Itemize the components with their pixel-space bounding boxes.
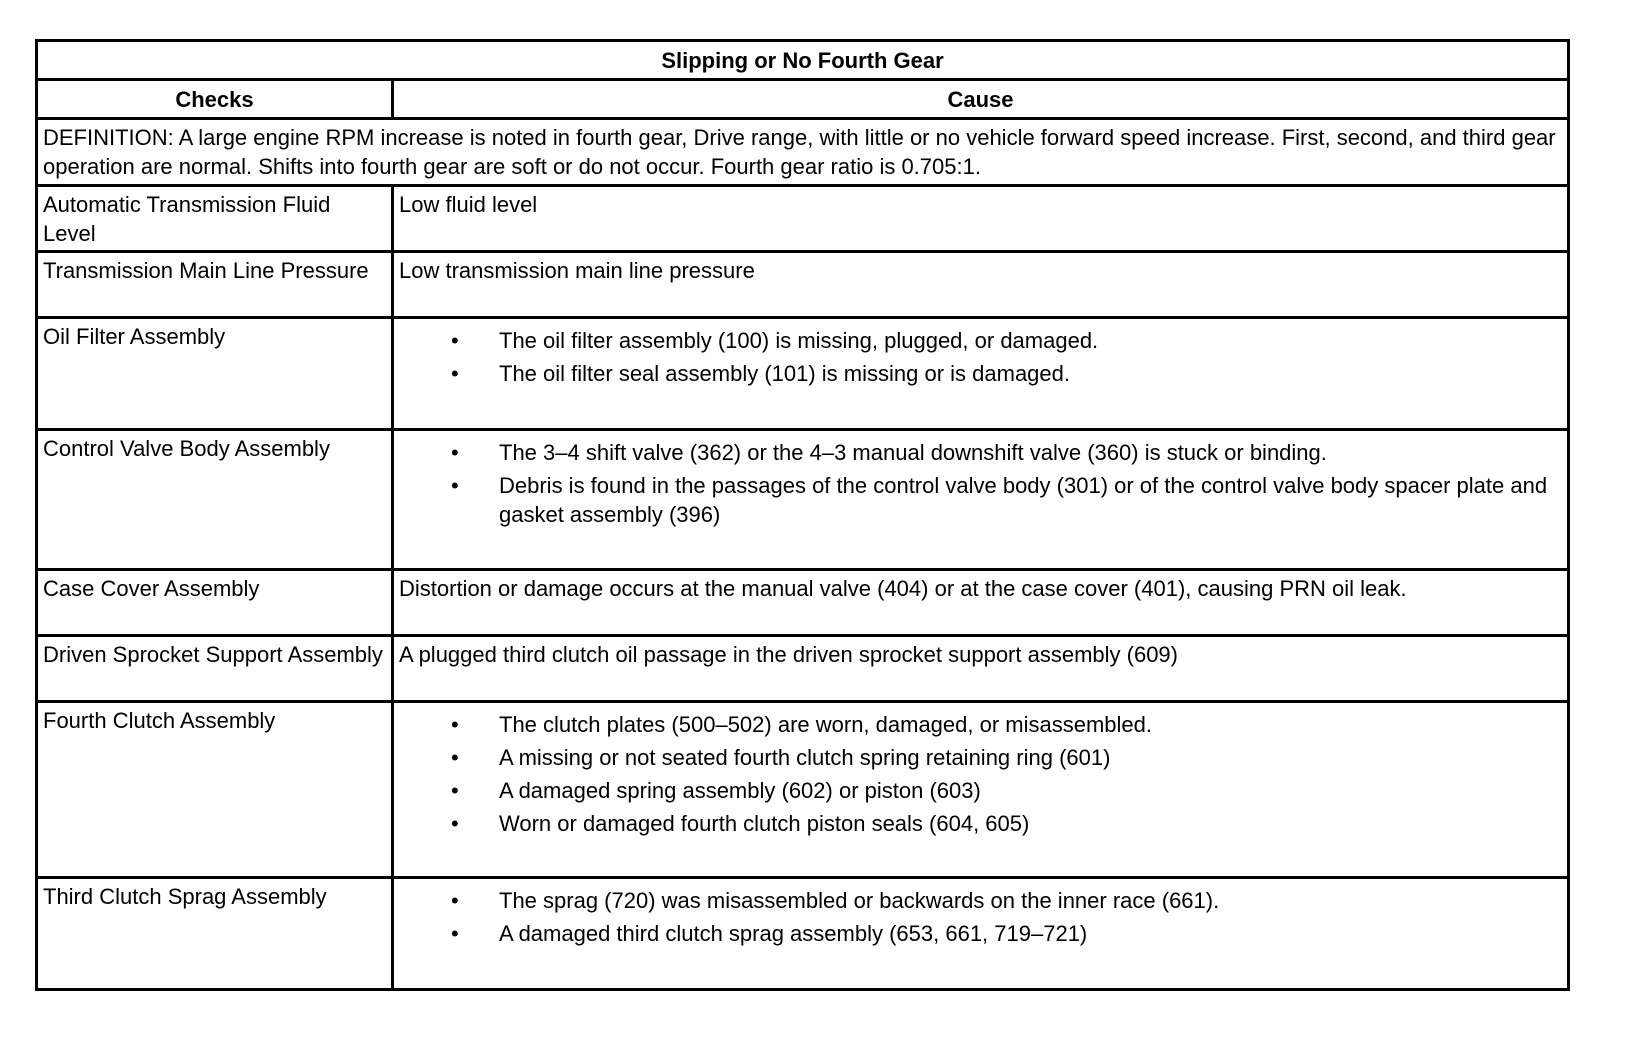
cause-cell xyxy=(393,430,1569,570)
list-item-text: The oil filter seal assembly (101) is missing or is damaged. xyxy=(499,361,1071,386)
list-item xyxy=(399,919,1562,948)
list-item-text: A damaged third clutch sprag assembly (653, 661, 719–721) xyxy=(499,921,1088,946)
bullet-icon: • xyxy=(451,440,459,465)
bullet-icon: • xyxy=(451,745,459,770)
bullet-icon: • xyxy=(451,473,459,498)
list-item-text: The oil filter assembly (100) is missing, plugged, or damaged. xyxy=(499,328,1099,353)
cause-header: Cause xyxy=(393,80,1569,119)
list-item xyxy=(399,438,1562,467)
table-row xyxy=(37,878,1569,990)
list-item xyxy=(399,743,1562,772)
check-cell: Transmission Main Line Pressure xyxy=(37,252,393,318)
definition-row xyxy=(37,119,1569,186)
list-item-text: The sprag (720) was misassembled or backwards on the inner race (661). xyxy=(499,888,1220,913)
table-row xyxy=(37,702,1569,878)
cause-cell xyxy=(393,878,1569,990)
bullet-icon: • xyxy=(451,712,459,737)
title-row xyxy=(37,41,1569,80)
diagnostic-table xyxy=(35,39,1570,991)
bullet-icon: • xyxy=(451,888,459,913)
list-item-text: The clutch plates (500–502) are worn, damaged, or misassembled. xyxy=(499,712,1153,737)
list-item xyxy=(399,809,1562,838)
list-item-text: The 3–4 shift valve (362) or the 4–3 manual downshift valve (360) is stuck or binding. xyxy=(499,440,1327,465)
table-row xyxy=(37,186,1569,252)
checks-header: Checks xyxy=(37,80,393,119)
check-cell: Automatic Transmission Fluid Level xyxy=(37,186,393,252)
check-cell: Third Clutch Sprag Assembly xyxy=(37,878,393,990)
list-item xyxy=(399,710,1562,739)
cause-list xyxy=(399,710,1562,838)
cause-list xyxy=(399,326,1562,388)
table-row xyxy=(37,252,1569,318)
bullet-icon: • xyxy=(451,328,459,353)
check-cell: Driven Sprocket Support Assembly xyxy=(37,636,393,702)
check-cell: Control Valve Body Assembly xyxy=(37,430,393,570)
cause-cell: A plugged third clutch oil passage in the driven sprocket support assembly (609) xyxy=(393,636,1569,702)
list-item-text: A damaged spring assembly (602) or piston (603) xyxy=(499,778,981,803)
bullet-icon: • xyxy=(451,811,459,836)
cause-list xyxy=(399,438,1562,529)
table-title: Slipping or No Fourth Gear xyxy=(37,41,1569,80)
cause-cell xyxy=(393,318,1569,430)
cause-cell: Low fluid level xyxy=(393,186,1569,252)
bullet-icon: • xyxy=(451,921,459,946)
cause-cell: Distortion or damage occurs at the manual valve (404) or at the case cover (401), causing PRN oil leak. xyxy=(393,570,1569,636)
cause-list xyxy=(399,886,1562,948)
cause-cell: Low transmission main line pressure xyxy=(393,252,1569,318)
list-item-text: Worn or damaged fourth clutch piston seals (604, 605) xyxy=(499,811,1030,836)
list-item xyxy=(399,326,1562,355)
table-row xyxy=(37,318,1569,430)
table-row xyxy=(37,430,1569,570)
list-item xyxy=(399,471,1562,529)
list-item-text: A missing or not seated fourth clutch spring retaining ring (601) xyxy=(499,745,1111,770)
check-cell: Oil Filter Assembly xyxy=(37,318,393,430)
header-row xyxy=(37,80,1569,119)
list-item-text: Debris is found in the passages of the control valve body (301) or of the control valve body spacer plate and gasket assembly (396) xyxy=(499,473,1548,527)
definition-text: DEFINITION: A large engine RPM increase is noted in fourth gear, Drive range, with little or no vehicle forward speed increase. First, second, and third gear operation are normal. Shifts into fourth gear are soft or do not occur. Fourth gear ratio is 0.705:1. xyxy=(37,119,1569,186)
check-cell: Fourth Clutch Assembly xyxy=(37,702,393,878)
bullet-icon: • xyxy=(451,778,459,803)
list-item xyxy=(399,886,1562,915)
table-row xyxy=(37,636,1569,702)
check-cell: Case Cover Assembly xyxy=(37,570,393,636)
list-item xyxy=(399,776,1562,805)
cause-cell xyxy=(393,702,1569,878)
list-item xyxy=(399,359,1562,388)
bullet-icon: • xyxy=(451,361,459,386)
table-row xyxy=(37,570,1569,636)
